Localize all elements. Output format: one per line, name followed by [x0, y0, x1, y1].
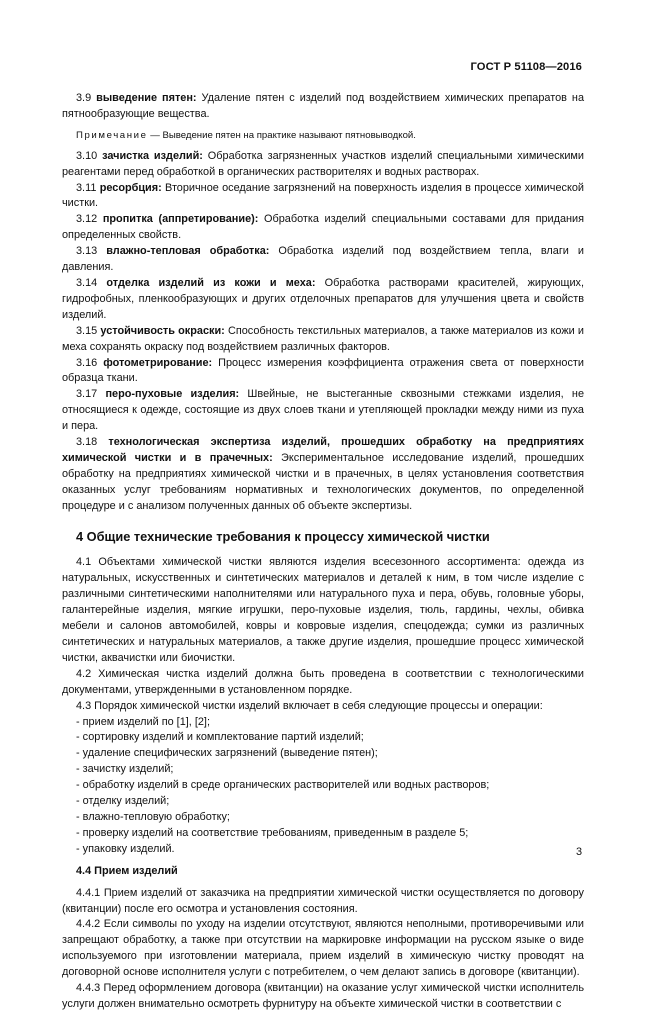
note-3-9: Примечание — Выведение пятен на практике называют пятновыводкой. [76, 129, 416, 141]
paragraph-4-2: 4.2 Химическая чистка изделий должна быть проведена в соответствии с технологическими документами, утвержденными в установленном порядке. [62, 667, 584, 696]
paragraph-4-4-2: 4.4.2 Если символы по уходу на изделии отсутствуют, являются неполными, противоречивыми или запрещают обработку, а также при отсутствии на маркировке информации на русском языке о виде используемого при изготовлении материала, прием изделий в химическую чистку проводят на договорной основе исполнителя услуги с потребителем, о чем делают запись в договоре (квитанции). [62, 918, 584, 979]
standard-header: ГОСТ Р 51108—2016 [470, 61, 582, 73]
term-3-18: 3.18 технологическая экспертиза изделий, прошедших обработку на предприятиях химической чистки и в прачечных: Экспериментальное исследование изделий, прошедших обработку на предприятиях химической чистки и в прачечных, в целях установления соответствия оказанных услуг требованиям нормативных и технологических документов, по определенной процедуре и с анализом полученных данных об объекте экспертизы. [62, 436, 584, 512]
list-item: - проверку изделий на соответствие требованиям, приведенным в разделе 5; [76, 826, 469, 839]
term-3-10: 3.10 зачистка изделий: Обработка загрязненных участков изделий специальными химическими реагентами перед обработкой в органических растворителях и водных растворах. [62, 149, 584, 178]
list-item: - удаление специфических загрязнений (выведение пятен); [76, 747, 378, 760]
paragraph-4-4-3: 4.4.3 Перед оформлением договора (квитанции) на оказание услуг химической чистки исполнитель услуги должен внимательно осмотреть фурнитуру на объекте химической чистки в соответствии с [62, 982, 584, 1010]
list-item: - отделку изделий; [76, 795, 170, 808]
page-number: 3 [575, 846, 582, 858]
term-3-11: 3.11 ресорбция: Вторичное оседание загрязнений на поверхность изделия в процессе химической чистки. [62, 181, 584, 210]
list-item: - упаковку изделий. [76, 842, 175, 855]
subsection-4-4-title: 4.4 Прием изделий [76, 864, 178, 877]
paragraph-4-4-1: 4.4.1 Прием изделий от заказчика на предприятии химической чистки осуществляется по договору (квитанции) после его осмотра и установления состояния. [62, 886, 584, 915]
list-item: - влажно-тепловую обработку; [76, 810, 230, 823]
section-4-title: 4 Общие технические требования к процессу химической чистки [76, 528, 490, 544]
document-body [62, 91, 584, 1013]
list-item: - прием изделий по [1], [2]; [76, 715, 210, 728]
term-3-16: 3.16 фотометрирование: Процесс измерения коэффициента отражения света от поверхности образца ткани. [62, 356, 584, 385]
term-3-17: 3.17 перо-пуховые изделия: Швейные, не выстеганные сквозными стежками изделия, не относящиеся к одежде, состоящие из двух слоев ткани и утепляющей прокладки между ними из пуха и пера. [62, 388, 584, 433]
term-3-13: 3.13 влажно-тепловая обработка: Обработка изделий под воздействием тепла, влаги и давления. [62, 245, 584, 274]
term-3-14: 3.14 отделка изделий из кожи и меха: Обработка растворами красителей, жирующих, гидрофобных, пленкообразующих и других отделочных препаратов для улучшения цвета и свойств изделий. [62, 276, 585, 321]
list-item: - зачистку изделий; [76, 763, 174, 776]
list-item: - обработку изделий в среде органических растворителей или водных растворов; [76, 779, 490, 792]
paragraph-4-1: 4.1 Объектами химической чистки являются изделия всесезонного ассортимента: одежда из натуральных, искусственных и синтетических материалов и деталей к ним, в том числе изделие с различными синтетическими наполнителями или натурального пуха и пера, обувь, головные уборы, галантерейные изделия, мягкие игрушки, перо-пуховые изделия, тюль, гардины, чехлы, обивка мебели и салонов автомобилей, ковры и ковровые изделия, спецодежда; сумки из различных синтетических и натуральных материалов, а также другие изделия, прошедшие процесс химической чистки, аквачистки или биочистки. [62, 556, 584, 664]
term-3-15: 3.15 устойчивость окраски: Способность текстильных материалов, а также материалов из кожи и меха сохранять окраску под воздействием различных факторов. [62, 324, 585, 353]
term-3-12: 3.12 пропитка (аппретирование): Обработка изделий специальными составами для придания определенных свойств. [62, 213, 585, 242]
paragraph-4-3: 4.3 Порядок химической чистки изделий включает в себя следующие процессы и операции: [76, 699, 543, 712]
term-3-9: 3.9 выведение пятен: Удаление пятен с изделий под воздействием химических препаратов на пятнообразующие вещества. [62, 92, 585, 120]
list-item: - сортировку изделий и комплектование партий изделий; [76, 731, 364, 744]
